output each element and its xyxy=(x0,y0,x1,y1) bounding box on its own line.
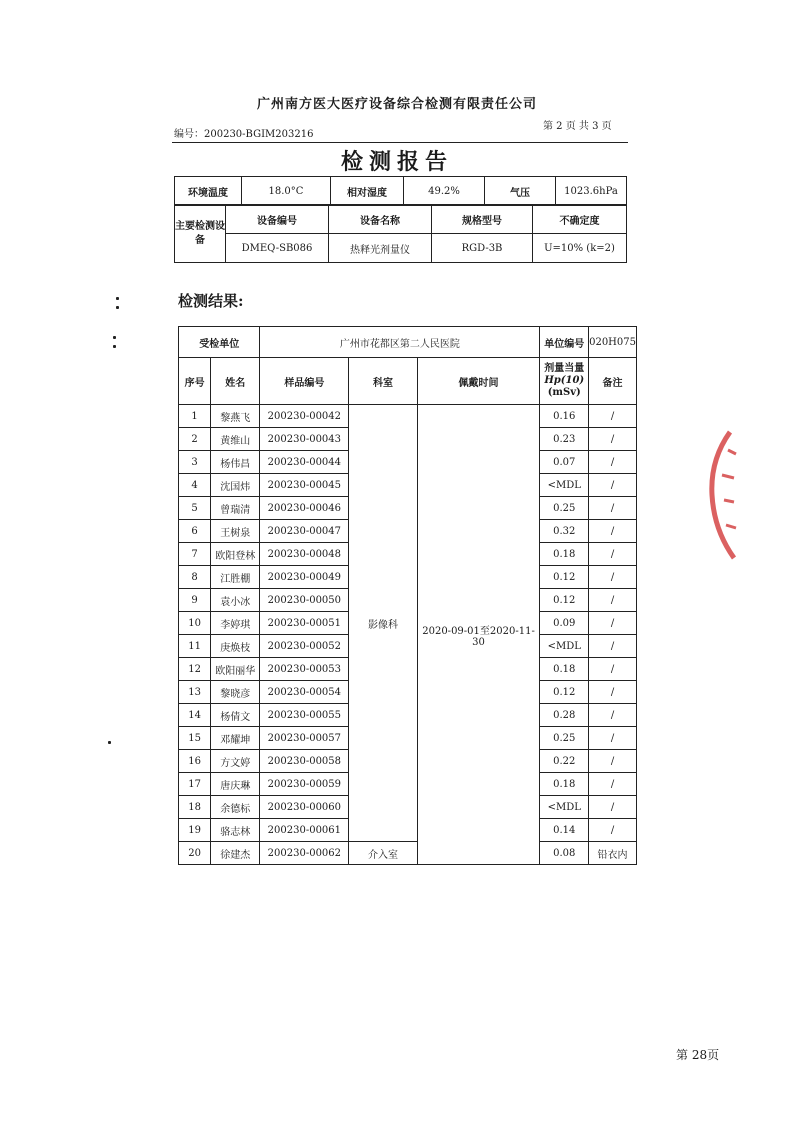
row-seq: 6 xyxy=(179,520,211,543)
row-seq: 18 xyxy=(179,796,211,819)
row-seq: 12 xyxy=(179,658,211,681)
row-dose: 0.25 xyxy=(540,497,589,520)
row-remark: / xyxy=(589,612,637,635)
document-number: 编号：200230-BGIM203216 xyxy=(174,129,314,140)
unit-code-label: 单位编号 xyxy=(540,327,589,358)
pressure-label: 气压 xyxy=(485,177,556,206)
col-dept: 科室 xyxy=(349,358,417,405)
row-seq: 2 xyxy=(179,428,211,451)
row-dose: 0.14 xyxy=(540,819,589,842)
row-name: 欧阳登林 xyxy=(211,543,260,566)
unit-value: 广州市花都区第二人民医院 xyxy=(260,327,540,358)
row-name: 李婷琪 xyxy=(211,612,260,635)
row-dose: 0.12 xyxy=(540,589,589,612)
page-indicator: 第 2 页 共 3 页 xyxy=(543,121,612,132)
row-sample: 200230-00049 xyxy=(260,566,349,589)
row-remark: / xyxy=(589,796,637,819)
row-dept: 介入室 xyxy=(349,842,417,865)
row-dose: <MDL xyxy=(540,474,589,497)
row-seq: 14 xyxy=(179,704,211,727)
row-seq: 13 xyxy=(179,681,211,704)
col-seq: 序号 xyxy=(179,358,211,405)
row-sample: 200230-00051 xyxy=(260,612,349,635)
environment-equipment-table xyxy=(174,176,627,206)
row-dose: 0.07 xyxy=(540,451,589,474)
humidity-value: 49.2% xyxy=(404,177,485,206)
row-dept: 影像科 xyxy=(349,405,417,842)
row-name: 袁小冰 xyxy=(211,589,260,612)
row-seq: 15 xyxy=(179,727,211,750)
results-section-title: 检测结果: xyxy=(178,292,244,310)
col-dose-line2: Hp(10) xyxy=(544,375,585,386)
margin-mark xyxy=(113,336,116,339)
row-remark: / xyxy=(589,750,637,773)
temp-label: 环境温度 xyxy=(175,177,242,206)
row-seq: 7 xyxy=(179,543,211,566)
row-sample: 200230-00043 xyxy=(260,428,349,451)
row-name: 王树泉 xyxy=(211,520,260,543)
row-name: 骆志林 xyxy=(211,819,260,842)
header-divider xyxy=(172,142,628,143)
col-dose-line3: (mSv) xyxy=(547,387,581,398)
row-sample: 200230-00052 xyxy=(260,635,349,658)
row-sample: 200230-00044 xyxy=(260,451,349,474)
row-name: 徐建杰 xyxy=(211,842,260,865)
red-stamp xyxy=(700,430,740,560)
unit-label: 受检单位 xyxy=(179,327,260,358)
row-remark: / xyxy=(589,704,637,727)
row-name: 黎晓彦 xyxy=(211,681,260,704)
row-remark: / xyxy=(589,520,637,543)
row-sample: 200230-00048 xyxy=(260,543,349,566)
row-name: 唐庆琳 xyxy=(211,773,260,796)
equip-id: DMEQ-SB086 xyxy=(226,234,329,263)
row-name: 沈国炜 xyxy=(211,474,260,497)
row-sample: 200230-00062 xyxy=(260,842,349,865)
company-name: 广州南方医大医疗设备综合检测有限责任公司 xyxy=(256,97,537,112)
row-dose: 0.16 xyxy=(540,405,589,428)
table-row xyxy=(179,842,637,865)
col-name: 姓名 xyxy=(211,358,260,405)
row-remark: / xyxy=(589,658,637,681)
row-seq: 8 xyxy=(179,566,211,589)
row-name: 杨伟昌 xyxy=(211,451,260,474)
equipment-table xyxy=(174,204,627,263)
equip-header-uncertainty: 不确定度 xyxy=(533,205,627,234)
row-sample: 200230-00046 xyxy=(260,497,349,520)
row-seq: 20 xyxy=(179,842,211,865)
row-period: 2020-09-01至2020-11-30 xyxy=(417,405,540,865)
row-remark: 铅衣内 xyxy=(589,842,637,865)
stamp-fragment xyxy=(700,430,740,560)
row-sample: 200230-00042 xyxy=(260,405,349,428)
row-sample: 200230-00060 xyxy=(260,796,349,819)
page-number: 第 28页 xyxy=(676,1048,720,1062)
humidity-label: 相对湿度 xyxy=(331,177,404,206)
row-dose: 0.23 xyxy=(540,428,589,451)
row-sample: 200230-00061 xyxy=(260,819,349,842)
row-seq: 10 xyxy=(179,612,211,635)
row-seq: 17 xyxy=(179,773,211,796)
row-remark: / xyxy=(589,589,637,612)
row-remark: / xyxy=(589,543,637,566)
row-name: 曾瑞清 xyxy=(211,497,260,520)
row-sample: 200230-00059 xyxy=(260,773,349,796)
row-remark: / xyxy=(589,451,637,474)
equip-model: RGD-3B xyxy=(432,234,533,263)
margin-mark xyxy=(116,297,119,300)
row-sample: 200230-00055 xyxy=(260,704,349,727)
row-sample: 200230-00058 xyxy=(260,750,349,773)
row-name: 杨倩文 xyxy=(211,704,260,727)
row-dose: 0.28 xyxy=(540,704,589,727)
report-title: 检测报告 xyxy=(340,149,453,175)
row-dose: 0.09 xyxy=(540,612,589,635)
row-seq: 4 xyxy=(179,474,211,497)
row-dose: 0.12 xyxy=(540,681,589,704)
col-sample: 样品编号 xyxy=(260,358,349,405)
row-remark: / xyxy=(589,428,637,451)
col-period: 佩戴时间 xyxy=(417,358,540,405)
row-dose: <MDL xyxy=(540,796,589,819)
equipment-section-label: 主要检测设备 xyxy=(175,205,226,263)
row-name: 余德标 xyxy=(211,796,260,819)
row-seq: 5 xyxy=(179,497,211,520)
col-dose-line1: 剂量当量 xyxy=(544,363,585,374)
results-table xyxy=(178,326,637,865)
row-dose: 0.18 xyxy=(540,543,589,566)
row-dose: 0.18 xyxy=(540,773,589,796)
equip-header-name: 设备名称 xyxy=(329,205,432,234)
row-name: 邓耀坤 xyxy=(211,727,260,750)
row-remark: / xyxy=(589,635,637,658)
row-name: 江胜棚 xyxy=(211,566,260,589)
row-name: 黄维山 xyxy=(211,428,260,451)
margin-mark xyxy=(113,345,116,348)
row-seq: 16 xyxy=(179,750,211,773)
pressure-value: 1023.6hPa xyxy=(556,177,627,206)
row-remark: / xyxy=(589,474,637,497)
row-name: 庚焕枝 xyxy=(211,635,260,658)
row-remark: / xyxy=(589,727,637,750)
equip-uncertainty: U=10% (k=2) xyxy=(533,234,627,263)
row-sample: 200230-00057 xyxy=(260,727,349,750)
table-row xyxy=(179,405,637,428)
row-dose: 0.12 xyxy=(540,566,589,589)
row-sample: 200230-00047 xyxy=(260,520,349,543)
row-remark: / xyxy=(589,681,637,704)
margin-mark xyxy=(108,741,111,744)
row-sample: 200230-00045 xyxy=(260,474,349,497)
row-dose: 0.22 xyxy=(540,750,589,773)
row-name: 黎燕飞 xyxy=(211,405,260,428)
row-dose: 0.08 xyxy=(540,842,589,865)
row-seq: 19 xyxy=(179,819,211,842)
row-remark: / xyxy=(589,566,637,589)
row-sample: 200230-00053 xyxy=(260,658,349,681)
col-remark: 备注 xyxy=(589,358,637,405)
row-name: 方文婷 xyxy=(211,750,260,773)
row-seq: 11 xyxy=(179,635,211,658)
row-seq: 1 xyxy=(179,405,211,428)
equip-name: 热释光剂量仪 xyxy=(329,234,432,263)
row-dose: 0.18 xyxy=(540,658,589,681)
equip-header-model: 规格型号 xyxy=(432,205,533,234)
row-name: 欧阳丽华 xyxy=(211,658,260,681)
row-remark: / xyxy=(589,819,637,842)
row-sample: 200230-00054 xyxy=(260,681,349,704)
equip-header-id: 设备编号 xyxy=(226,205,329,234)
row-remark: / xyxy=(589,773,637,796)
row-remark: / xyxy=(589,497,637,520)
col-dose xyxy=(540,358,589,405)
row-remark: / xyxy=(589,405,637,428)
row-sample: 200230-00050 xyxy=(260,589,349,612)
row-dose: <MDL xyxy=(540,635,589,658)
unit-code-value: 020H075 xyxy=(589,327,637,358)
row-dose: 0.32 xyxy=(540,520,589,543)
temp-value: 18.0°C xyxy=(242,177,331,206)
row-seq: 9 xyxy=(179,589,211,612)
row-dose: 0.25 xyxy=(540,727,589,750)
row-seq: 3 xyxy=(179,451,211,474)
margin-mark xyxy=(116,306,119,309)
